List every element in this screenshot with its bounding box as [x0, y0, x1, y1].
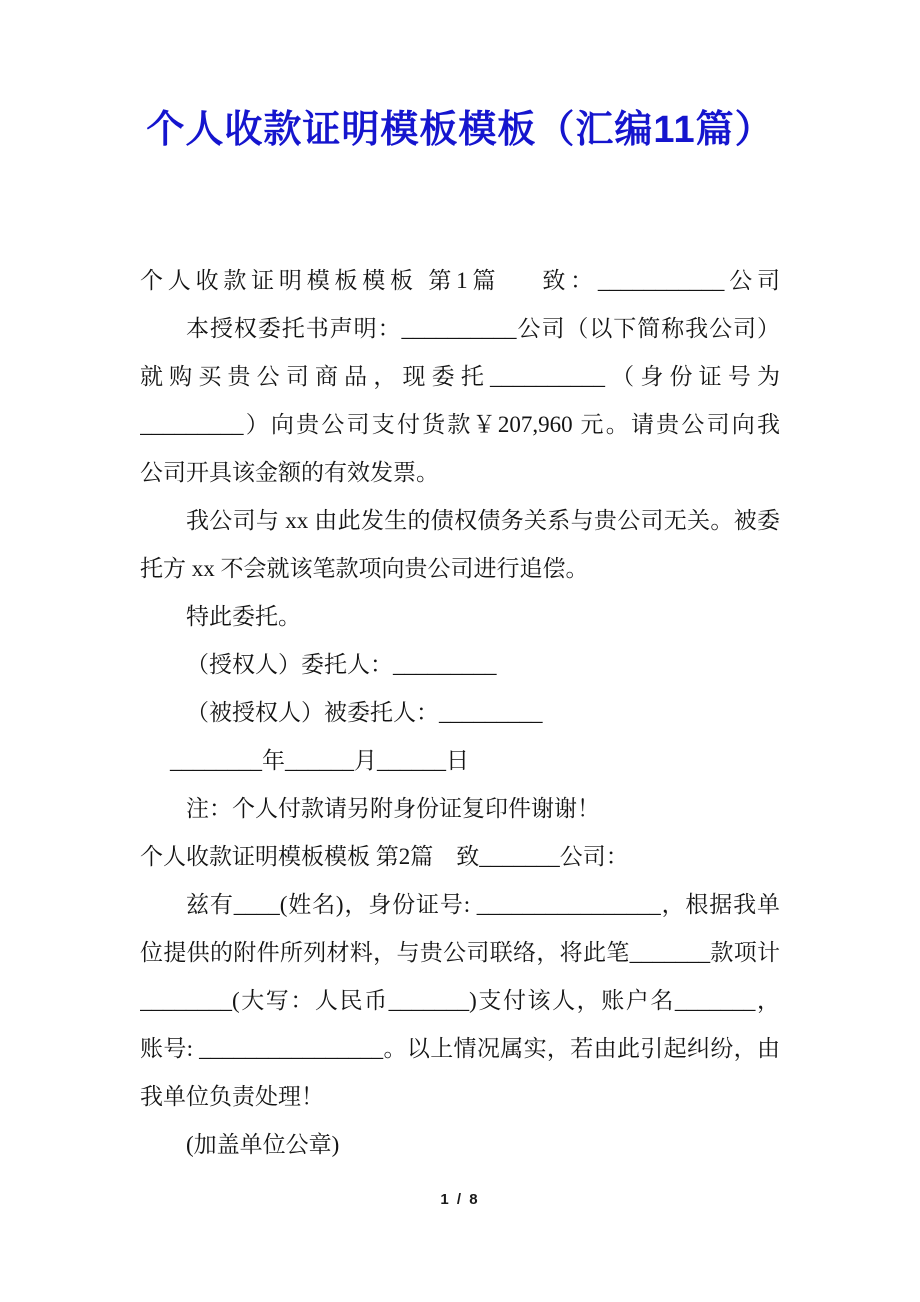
- body-line: 我单位负责处理！: [140, 1084, 324, 1109]
- body-line: 公司开具该金额的有效发票。: [140, 460, 439, 485]
- body-line: 特此委托。: [186, 604, 301, 629]
- document-title: 个人收款证明模板模板（汇编11篇）: [146, 109, 774, 151]
- page-number: 1 / 8: [440, 1191, 480, 1208]
- body-line: 本授权委托书声明：__________公司（以下简称我公司）: [186, 316, 780, 341]
- body-line: （授权人）委托人：_________: [186, 652, 497, 677]
- body-line: ________年______月______日: [170, 748, 469, 773]
- body-line: 账号: ________________。以上情况属实，若由此引起纠纷，由: [140, 1036, 780, 1061]
- body-line: _________）向贵公司支付货款￥207,960 元。请贵公司向我: [140, 412, 780, 437]
- body-line: 托方 xx 不会就该笔款项向贵公司进行追偿。: [140, 556, 589, 581]
- body-line: (加盖单位公章): [186, 1132, 340, 1157]
- body-line: 位提供的附件所列材料，与贵公司联络，将此笔_______款项计: [140, 940, 780, 965]
- body-line: 我公司与 xx 由此发生的债权债务关系与贵公司无关。被委: [186, 508, 780, 533]
- body-line: （被授权人）被委托人：_________: [186, 700, 543, 725]
- body-line: 注：个人付款请另附身份证复印件谢谢！: [186, 796, 600, 821]
- body-line: ________(大写：人民币_______)支付该人，账户名_______，: [140, 988, 780, 1013]
- body-line: 兹有____(姓名)，身份证号: ________________，根据我单: [186, 892, 780, 917]
- document-body: [140, 257, 780, 1169]
- body-line: 个人收款证明模板模板 第1篇 致：___________公司: [140, 268, 780, 293]
- body-line: 个人收款证明模板模板 第2篇 致_______公司：: [140, 844, 629, 869]
- body-line: 就购买贵公司商品，现委托__________（身份证号为: [140, 364, 780, 389]
